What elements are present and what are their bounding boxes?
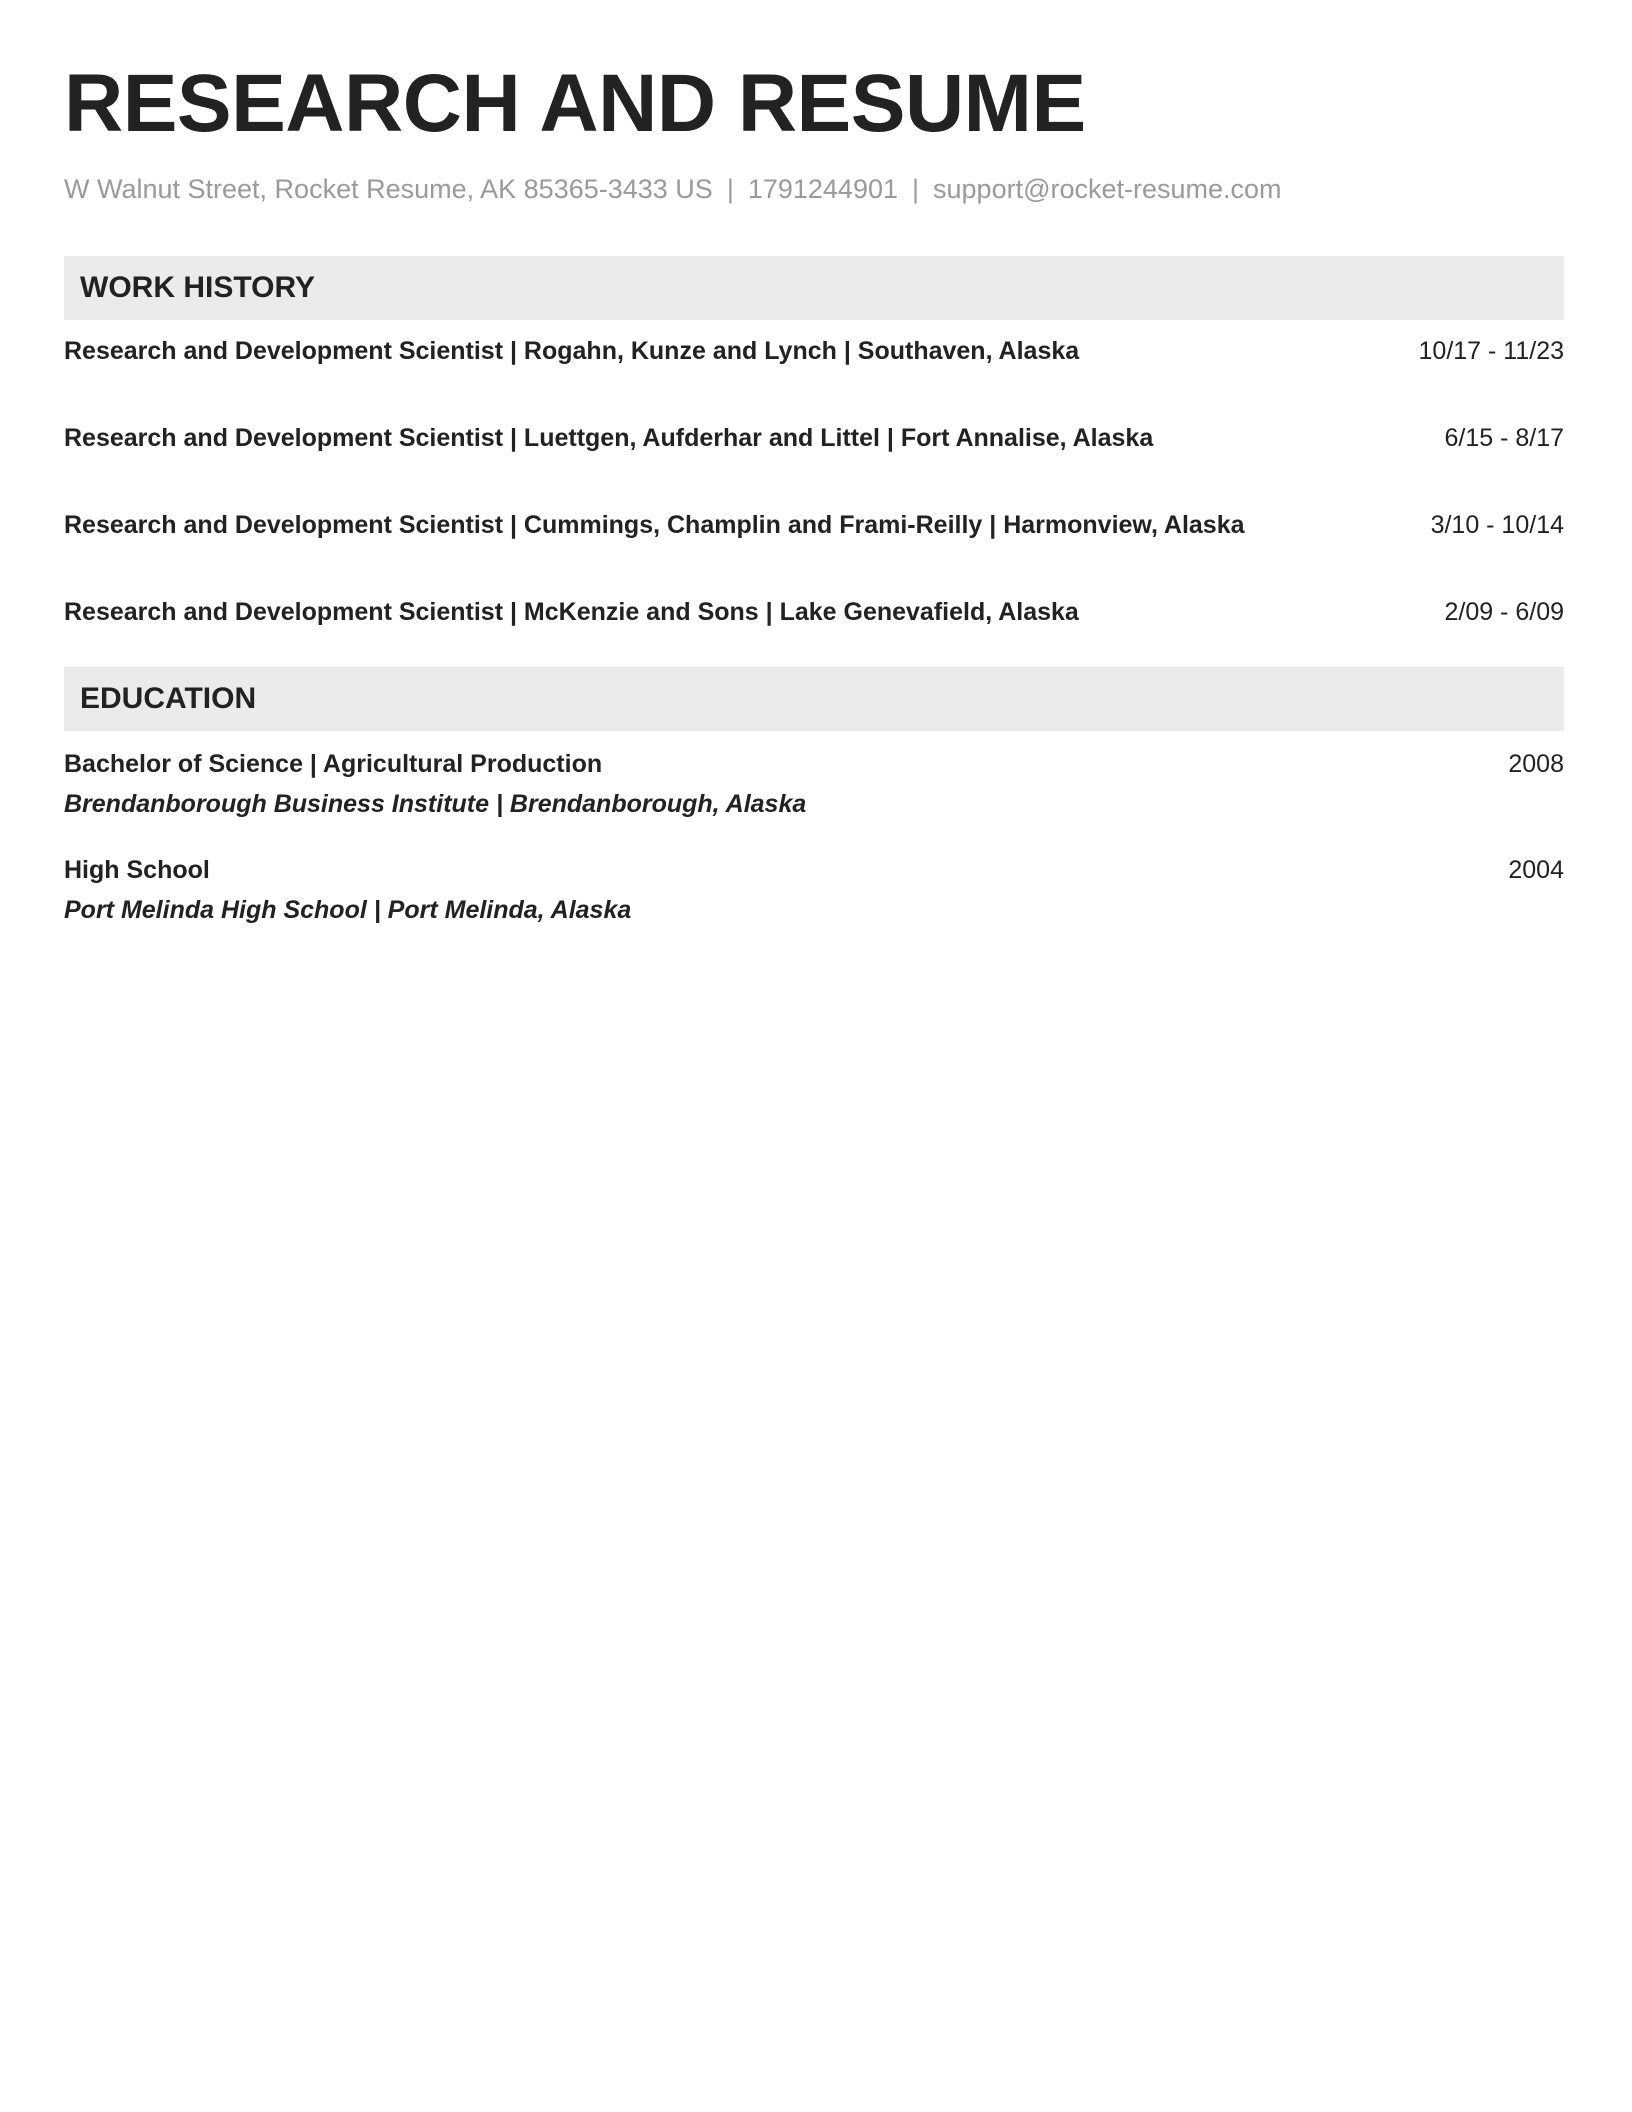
job-title: Research and Development Scientist | Cummings, Champlin and Frami-Reilly | Harmonview, Alaska xyxy=(64,511,1245,539)
work-history-list xyxy=(64,334,1564,629)
education-row xyxy=(64,747,1564,781)
contact-line xyxy=(64,172,1564,206)
contact-email: support@rocket-resume.com xyxy=(933,174,1282,204)
education-row xyxy=(64,853,1564,887)
job-title: Research and Development Scientist | Rogahn, Kunze and Lynch | Southaven, Alaska xyxy=(64,337,1080,365)
education-heading xyxy=(64,667,1564,731)
job-dates: 3/10 - 10/14 xyxy=(1430,511,1564,539)
education-heading-text: EDUCATION xyxy=(80,682,257,715)
education-entry xyxy=(64,853,1564,927)
education-school: Port Melinda High School | Port Melinda, Alaska xyxy=(64,896,632,924)
education-year: 2008 xyxy=(1508,750,1564,778)
education-list xyxy=(64,747,1564,927)
contact-phone: 1791244901 xyxy=(747,174,898,204)
job-dates: 10/17 - 11/23 xyxy=(1418,337,1564,365)
resume-name: RESEARCH AND RESUME xyxy=(64,58,1086,149)
contact-address: W Walnut Street, Rocket Resume, AK 85365-3433 US xyxy=(64,174,713,204)
job-entry xyxy=(64,595,1564,629)
education-school: Brendanborough Business Institute | Brendanborough, Alaska xyxy=(64,790,807,818)
contact-separator: | xyxy=(912,174,920,204)
job-entry xyxy=(64,421,1564,455)
contact-separator: | xyxy=(726,174,734,204)
job-entry xyxy=(64,334,1564,368)
job-title: Research and Development Scientist | McKenzie and Sons | Lake Genevafield, Alaska xyxy=(64,598,1079,626)
education-entry xyxy=(64,747,1564,821)
job-dates: 2/09 - 6/09 xyxy=(1444,598,1564,626)
work-history-heading xyxy=(64,256,1564,320)
job-entry xyxy=(64,508,1564,542)
work-history-heading-text: WORK HISTORY xyxy=(80,271,316,304)
resume-page xyxy=(64,56,1564,927)
job-dates: 6/15 - 8/17 xyxy=(1444,424,1564,452)
education-year: 2004 xyxy=(1508,856,1564,884)
job-title: Research and Development Scientist | Luettgen, Aufderhar and Littel | Fort Annalise, Alaska xyxy=(64,424,1154,452)
education-degree: Bachelor of Science | Agricultural Production xyxy=(64,750,603,778)
education-degree: High School xyxy=(64,856,210,884)
